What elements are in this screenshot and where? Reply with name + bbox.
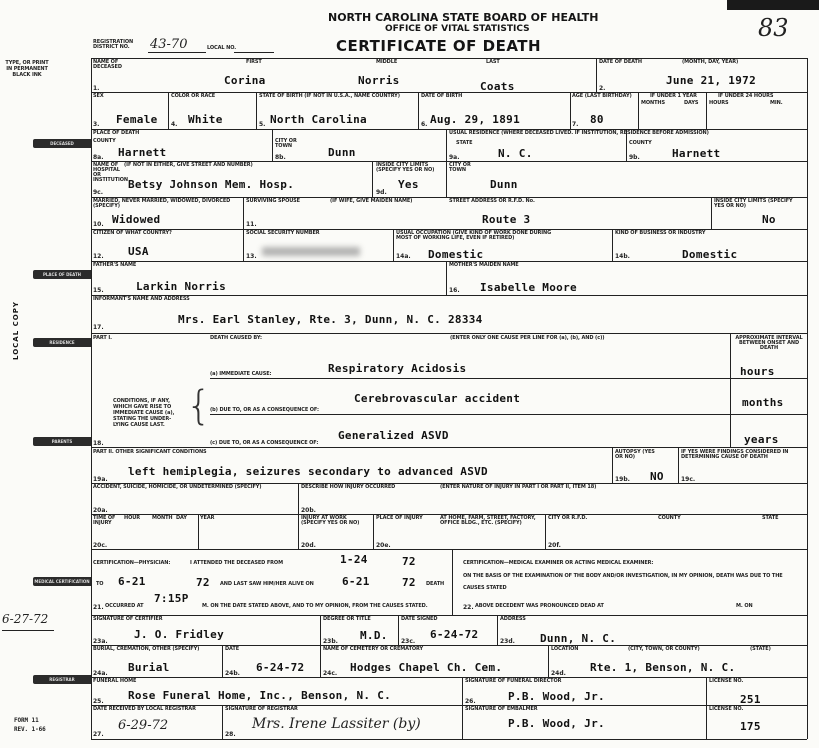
item-number: 28.	[225, 731, 236, 738]
label-death: DEATH	[426, 581, 445, 587]
label-citizen: CITIZEN OF WHAT COUNTRY?	[93, 230, 172, 236]
label-name: NAME OF DECEASED	[93, 59, 122, 70]
label-due-to-c: (c) DUE TO, OR AS A CONSEQUENCE OF:	[210, 440, 319, 446]
value-date-signed: 6-24-72	[430, 628, 479, 641]
value-burial-date: 6-24-72	[256, 661, 305, 674]
label-ssn: SOCIAL SECURITY NUMBER	[246, 230, 320, 236]
value-interval-b: months	[742, 396, 784, 409]
label-injury-county: COUNTY	[658, 515, 681, 521]
item-number: 20e.	[376, 542, 391, 549]
label-dob: DATE OF BIRTH	[421, 93, 463, 99]
label-immediate-cause: (a) IMMEDIATE CAUSE:	[210, 371, 272, 377]
item-number: 10.	[93, 221, 104, 228]
label-certification-physician: CERTIFICATION—PHYSICIAN:	[93, 560, 171, 566]
item-number: 4.	[171, 121, 178, 128]
label-examiner-text: ON THE BASIS OF THE EXAMINATION OF THE BODY AND/OR INVESTIGATION, IN MY OPINION, DEATH WAS DUE TO THE CAUSES STATED	[463, 573, 783, 591]
label-to: TO	[96, 581, 104, 587]
item-number: 1.	[93, 85, 100, 92]
label-place-of-death: PLACE OF DEATH	[93, 130, 140, 136]
label-license: LICENSE NO.	[709, 678, 744, 684]
value-attended-to-year: 72	[196, 576, 210, 589]
label-how-injury-sub: (ENTER NATURE OF INJURY IN PART I OR PART II, ITEM 18)	[440, 484, 597, 490]
value-marital: Widowed	[112, 213, 161, 226]
item-number: 26.	[465, 698, 476, 705]
label-attended-from: I ATTENDED THE DECEASED FROM	[190, 560, 283, 566]
item-number: 9d.	[376, 189, 387, 196]
label-certifier-signature: SIGNATURE OF CERTIFIER	[93, 616, 163, 622]
item-number: 8a.	[93, 154, 104, 161]
agency-name: NORTH CAROLINA STATE BOARD OF HEALTH	[328, 11, 599, 24]
value-death-county: Harnett	[118, 146, 167, 159]
label-how-injury: DESCRIBE HOW INJURY OCCURRED	[301, 484, 396, 490]
label-birthplace: STATE OF BIRTH (IF NOT IN U.S.A., NAME COUNTRY)	[259, 93, 400, 99]
item-number: 23b.	[323, 638, 338, 645]
value-last-saw: 6-21	[342, 575, 370, 588]
label-burial-date: DATE	[225, 646, 240, 652]
label-funeral-home: FUNERAL HOME	[93, 678, 137, 684]
label-last: LAST	[486, 59, 500, 65]
tab-place-of-death: PLACE OF DEATH	[33, 270, 91, 279]
label-on: M. ON	[736, 603, 753, 609]
label-occurred-at: OCCURRED AT	[105, 603, 144, 609]
label-business: KIND OF BUSINESS OR INDUSTRY	[615, 230, 706, 236]
value-cause-b: Cerebrovascular accident	[354, 392, 521, 405]
label-inside-city: INSIDE CITY LIMITS (SPECIFY YES OR NO)	[376, 162, 435, 173]
item-number: 20d.	[301, 542, 316, 549]
label-days: DAYS	[684, 100, 699, 106]
item-number: 23a.	[93, 638, 108, 645]
value-occupation: Domestic	[428, 248, 484, 261]
label-middle: MIDDLE	[376, 59, 398, 65]
label-injury-state: STATE	[762, 515, 779, 521]
item-number: 2.	[599, 85, 606, 92]
tab-parents: PARENTS	[33, 437, 91, 446]
value-death-city: Dunn	[328, 146, 356, 159]
label-interval: APPROXIMATE INTERVAL BETWEEN ONSET AND DEATH	[735, 335, 803, 351]
label-address: ADDRESS	[500, 616, 526, 622]
label-place-injury: PLACE OF INJURY	[376, 515, 423, 521]
item-number: 17.	[93, 324, 104, 331]
label-conditions: CONDITIONS, IF ANY, WHICH GAVE RISE TO IMMEDIATE CAUSE (a), STATING THE UNDER- LYING CAUSE LAST.	[113, 398, 175, 428]
label-date-received: DATE RECEIVED BY LOCAL REGISTRAR	[93, 706, 196, 712]
label-date-of-death: DATE OF DEATH	[599, 59, 642, 65]
form-number: FORM 11	[14, 717, 39, 724]
label-hospital: NAME OF HOSPITAL OR INSTITUTION	[93, 162, 128, 183]
item-number: 18.	[93, 440, 104, 447]
label-cause-note: (ENTER ONLY ONE CAUSE PER LINE FOR (a), (b), AND (c))	[450, 335, 605, 341]
item-number: 7.	[572, 121, 579, 128]
label-months: MONTHS	[641, 100, 666, 106]
label-registrar: SIGNATURE OF REGISTRAR	[225, 706, 298, 712]
label-pronounced: ABOVE DECEDENT WAS PRONOUNCED DEAD AT	[475, 603, 604, 609]
label-month: MONTH	[152, 515, 173, 521]
label-race: COLOR OR RACE	[171, 93, 216, 99]
label-hospital-sub: (IF NOT IN EITHER, GIVE STREET AND NUMBER)	[124, 162, 253, 168]
item-number: 19c.	[681, 476, 696, 483]
label-burial: BURIAL, CREMATION, OTHER (SPECIFY)	[93, 646, 200, 652]
item-number: 23c.	[401, 638, 416, 645]
label-county: COUNTY	[93, 138, 116, 144]
item-number: 6.	[421, 121, 428, 128]
label-degree: DEGREE OR TITLE	[323, 616, 371, 622]
value-cause-c: Generalized ASVD	[338, 429, 449, 442]
label-part-2: PART II. OTHER SIGNIFICANT CONDITIONS	[93, 449, 207, 455]
item-number: 22.	[463, 604, 474, 611]
label-residence-city: CITY OR TOWN	[449, 162, 471, 173]
value-cemetery: Hodges Chapel Ch. Cem.	[350, 661, 503, 674]
label-first: FIRST	[246, 59, 262, 65]
form-revision: REV. 1-66	[14, 726, 46, 733]
label-part-1: PART I.	[93, 335, 112, 341]
value-attended-from-year: 72	[402, 555, 416, 568]
item-number: 20b.	[301, 507, 316, 514]
value-inside-city: Yes	[398, 178, 419, 191]
value-cause-a: Respiratory Acidosis	[328, 362, 467, 375]
label-last-saw: AND LAST SAW HIM/HER ALIVE ON	[220, 581, 314, 587]
label-day: DAY	[176, 515, 187, 521]
value-date-of-death: June 21, 1972	[666, 74, 756, 87]
value-certifier: J. O. Fridley	[134, 628, 224, 641]
value-father: Larkin Norris	[136, 280, 226, 293]
item-number: 27.	[93, 731, 104, 738]
value-date-received: 6-29-72	[118, 718, 169, 733]
value-registrar-signature: Mrs. Irene Lassiter (by)	[252, 716, 421, 732]
office-name: OFFICE OF VITAL STATISTICS	[385, 24, 530, 34]
label-street: STREET ADDRESS OR R.F.D. No.	[449, 198, 535, 204]
label-under-1-year: IF UNDER 1 YEAR	[650, 93, 697, 99]
item-number: 16.	[449, 287, 460, 294]
label-sex: SEX	[93, 93, 104, 99]
label-residence: USUAL RESIDENCE (WHERE DECEASED LIVED. IF INSTITUTION, RESIDENCE BEFORE ADMISSION)	[449, 130, 709, 136]
tab-registrar: REGISTRAR	[33, 675, 91, 684]
item-number: 13.	[246, 253, 257, 260]
value-time-of-death: 7:15P	[154, 592, 189, 605]
item-number: 8b.	[275, 154, 286, 161]
value-age: 80	[590, 113, 604, 126]
value-residence-state: N. C.	[498, 147, 533, 160]
local-no-label: LOCAL NO.	[207, 45, 237, 51]
value-citizen: USA	[128, 245, 149, 258]
value-funeral-home: Rose Funeral Home, Inc., Benson, N. C.	[128, 689, 392, 702]
label-location-sub: (CITY, TOWN, OR COUNTY)	[628, 646, 700, 652]
tab-residence: RESIDENCE	[33, 338, 91, 347]
value-birthplace: North Carolina	[270, 113, 367, 126]
value-business: Domestic	[682, 248, 738, 261]
page-title: CERTIFICATE OF DEATH	[336, 37, 542, 55]
value-hospital: Betsy Johnson Mem. Hosp.	[128, 178, 295, 191]
value-disposition: Burial	[128, 661, 170, 674]
value-street: Route 3	[482, 213, 531, 226]
value-race: White	[188, 113, 223, 126]
item-number: 9a.	[449, 154, 460, 161]
label-occupation: USUAL OCCUPATION (GIVE KIND OF WORK DONE DURING MOST OF WORKING LIFE, EVEN IF RETIRED)	[396, 230, 552, 241]
item-number: 19b.	[615, 476, 630, 483]
value-burial-location: Rte. 1, Benson, N. C.	[590, 661, 736, 674]
item-number: 12.	[93, 253, 104, 260]
label-spouse-sub: (IF WIFE, GIVE MAIDEN NAME)	[330, 198, 413, 204]
value-residence-city: Dunn	[490, 178, 518, 191]
value-embalmer: P.B. Wood, Jr.	[508, 717, 605, 730]
label-on-date: M. ON THE DATE STATED ABOVE, AND TO MY OPINION, FROM THE CAUSES STATED.	[202, 603, 428, 609]
label-if-yes: IF YES WERE FINDINGS CONSIDERED IN DETERMINING CAUSE OF DEATH	[681, 449, 789, 460]
value-degree: M.D.	[360, 629, 388, 642]
label-location-state: (STATE)	[750, 646, 771, 652]
label-state: STATE	[456, 140, 473, 146]
cause-brace: {	[186, 383, 212, 429]
label-cemetery: NAME OF CEMETERY OR CREMATORY	[323, 646, 424, 652]
label-certification-examiner: CERTIFICATION—MEDICAL EXAMINER OR ACTING MEDICAL EXAMINER:	[463, 560, 654, 566]
item-number: 20c.	[93, 542, 108, 549]
label-age: AGE (LAST BIRTHDAY)	[572, 93, 632, 99]
tab-deceased: DECEASED	[33, 139, 91, 148]
label-city: CITY OR TOWN	[275, 138, 297, 149]
value-mother: Isabelle Moore	[480, 281, 577, 294]
registration-number: 43-70	[150, 37, 188, 52]
value-residence-county: Harnett	[672, 147, 721, 160]
item-number: 9c.	[93, 189, 104, 196]
label-death-caused: DEATH CAUSED BY:	[210, 335, 262, 341]
item-number: 25.	[93, 698, 104, 705]
item-number: 19a.	[93, 476, 108, 483]
registration-label: REGISTRATION DISTRICT NO.	[93, 39, 134, 50]
item-number: 24c.	[323, 670, 338, 677]
label-father: FATHER'S NAME	[93, 262, 137, 268]
certificate-number: 83	[758, 14, 789, 42]
label-location: LOCATION	[551, 646, 579, 652]
value-certifier-address: Dunn, N. C.	[540, 632, 617, 645]
item-number: 9b.	[629, 154, 640, 161]
item-number: 3.	[93, 121, 100, 128]
top-right-bar	[727, 0, 819, 10]
value-interval-a: hours	[740, 365, 775, 378]
label-spouse: SURVIVING SPOUSE	[246, 198, 300, 204]
value-autopsy: NO	[650, 470, 664, 483]
label-city-rfd: CITY OR R.F.D.	[548, 515, 588, 521]
item-number: 24a.	[93, 670, 108, 677]
tab-medical-certification: MEDICAL CERTIFICATION	[34, 579, 90, 584]
value-embalmer-license: 175	[740, 720, 761, 733]
value-part-2: left hemiplegia, seizures secondary to advanced ASVD	[128, 465, 488, 478]
label-mother: MOTHER'S MAIDEN NAME	[449, 262, 519, 268]
value-dob: Aug. 29, 1891	[430, 113, 520, 126]
ink-note: TYPE, OR PRINT IN PERMANENT BLACK INK	[5, 60, 49, 78]
value-attended-from: 1-24	[340, 553, 368, 566]
label-year: YEAR	[200, 515, 215, 521]
value-director: P.B. Wood, Jr.	[508, 690, 605, 703]
value-last-name: Coats	[480, 80, 515, 93]
label-funeral-director: SIGNATURE OF FUNERAL DIRECTOR	[465, 678, 562, 684]
value-first-name: Corina	[224, 74, 266, 87]
value-middle-name: Norris	[358, 74, 400, 87]
label-informant: INFORMANT'S NAME AND ADDRESS	[93, 296, 190, 302]
item-number: 5.	[259, 121, 266, 128]
label-min: MIN.	[770, 100, 783, 106]
value-interval-c: years	[744, 433, 779, 446]
local-copy-label: LOCAL COPY	[12, 301, 20, 360]
ssn-redacted	[262, 247, 360, 256]
item-number: 24d.	[551, 670, 566, 677]
label-residence-inside-city: INSIDE CITY LIMITS (SPECIFY YES OR NO)	[714, 198, 793, 209]
value-informant: Mrs. Earl Stanley, Rte. 3, Dunn, N. C. 28334	[178, 313, 483, 326]
value-sex: Female	[116, 113, 158, 126]
item-number: 21.	[93, 604, 104, 611]
item-number: 23d.	[500, 638, 515, 645]
value-residence-inside-city: No	[762, 213, 776, 226]
item-number: 20f.	[548, 542, 561, 549]
value-last-saw-year: 72	[402, 576, 416, 589]
value-attended-to: 6-21	[118, 575, 146, 588]
label-time-of-injury: TIME OF INJURY	[93, 515, 116, 526]
item-number: 14b.	[615, 253, 630, 260]
label-at-work: INJURY AT WORK (SPECIFY YES OR NO)	[301, 515, 360, 526]
item-number: 14a.	[396, 253, 411, 260]
item-number: 11.	[246, 221, 257, 228]
label-embalmer: SIGNATURE OF EMBALMER	[465, 706, 538, 712]
label-place-injury-sub: AT HOME, FARM, STREET, FACTORY, OFFICE BLDG., ETC. (SPECIFY)	[440, 515, 536, 526]
label-autopsy: AUTOPSY (YES OR NO)	[615, 449, 655, 460]
value-license: 251	[740, 693, 761, 706]
label-residence-county: COUNTY	[629, 140, 652, 146]
label-accident: ACCIDENT, SUICIDE, HOMICIDE, OR UNDETERMINED (SPECIFY)	[93, 484, 262, 490]
item-number: 15.	[93, 287, 104, 294]
label-hours: HOURS	[709, 100, 729, 106]
label-date-signed: DATE SIGNED	[401, 616, 438, 622]
item-number: 20a.	[93, 507, 108, 514]
label-under-24-hours: IF UNDER 24 HOURS	[718, 93, 774, 99]
label-hour: HOUR	[124, 515, 140, 521]
filed-date: 6-27-72	[2, 612, 49, 626]
item-number: 24b.	[225, 670, 240, 677]
label-date-of-death-sub: (MONTH, DAY, YEAR)	[682, 59, 739, 65]
label-marital: MARRIED, NEVER MARRIED, WIDOWED, DIVORCED (SPECIFY)	[93, 198, 231, 209]
label-embalmer-license: LICENSE NO.	[709, 706, 744, 712]
label-due-to-b: (b) DUE TO, OR AS A CONSEQUENCE OF:	[210, 407, 319, 413]
